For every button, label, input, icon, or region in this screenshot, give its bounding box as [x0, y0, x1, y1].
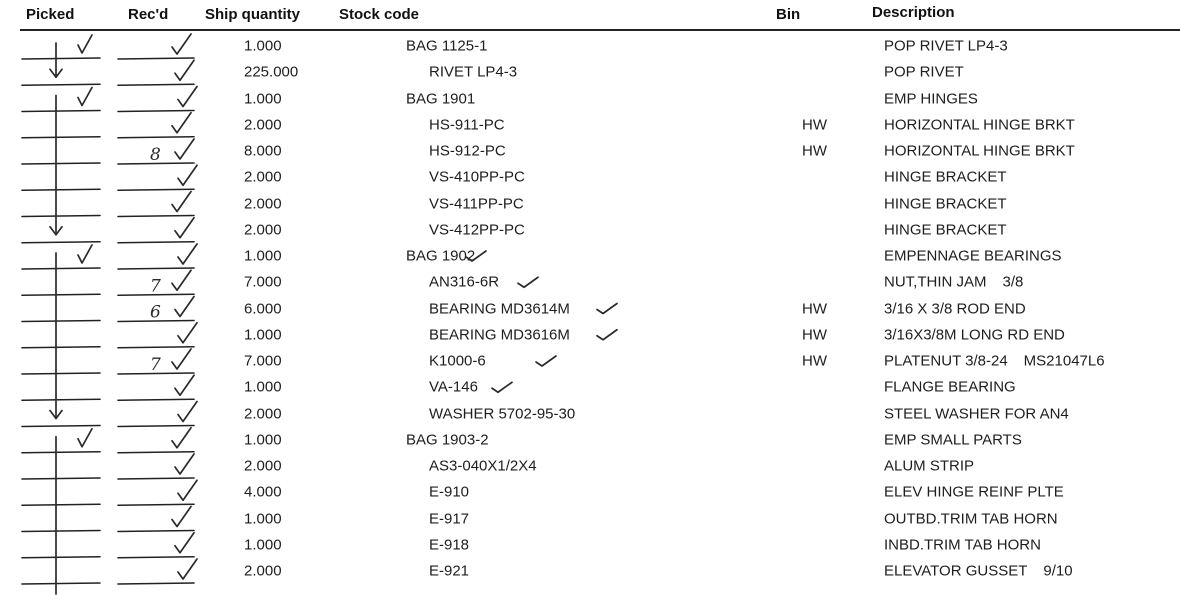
ship-quantity-cell: 6.000	[244, 300, 282, 317]
table-row	[0, 296, 1180, 322]
description-text: FLANGE BEARING	[884, 378, 1016, 396]
description-cell	[884, 64, 964, 81]
bin-cell: HW	[802, 116, 827, 134]
ship-quantity-cell: 2.000	[244, 168, 282, 186]
recd-note: 8	[150, 145, 161, 165]
description-text: STEEL WASHER FOR AN4	[884, 405, 1069, 422]
ship-quantity-cell: 1.000	[244, 326, 282, 344]
description-text: ELEVATOR GUSSET	[884, 562, 1028, 580]
description-cell	[884, 195, 1007, 212]
ship-quantity-cell: 2.000	[244, 116, 282, 134]
description-text: HINGE BRACKET	[884, 168, 1007, 186]
header-recd: Rec'd	[128, 6, 169, 23]
description-text: HORIZONTAL HINGE BRKT	[884, 116, 1075, 134]
header-description: Description	[872, 4, 955, 21]
description-cell	[884, 458, 974, 475]
table-row	[0, 401, 1180, 427]
bin-cell: HW	[802, 300, 827, 317]
ship-quantity-cell: 1.000	[244, 378, 282, 396]
stock-code-cell: BAG 1901	[406, 90, 476, 107]
description-cell	[884, 353, 1105, 370]
description-cell	[884, 326, 1065, 343]
table-row	[0, 532, 1180, 558]
description-text: OUTBD.TRIM TAB HORN	[884, 510, 1058, 527]
stock-code-cell: VS-410PP-PC	[429, 168, 525, 186]
description-cell	[884, 90, 978, 107]
description-text: HINGE BRACKET	[884, 195, 1007, 212]
description-text: ALUM STRIP	[884, 457, 975, 475]
description-cell	[884, 116, 1075, 133]
description-extra: 3/8	[1002, 273, 1024, 291]
description-text: HORIZONTAL HINGE BRKT	[884, 142, 1075, 160]
description-text: POP RIVET	[884, 63, 964, 81]
description-text: EMP HINGES	[884, 90, 978, 107]
table-row	[0, 269, 1180, 295]
description-cell	[884, 274, 1023, 291]
table-row	[0, 164, 1180, 190]
stock-code-cell: BAG 1903-2	[406, 431, 489, 449]
header-bin: Bin	[776, 6, 801, 23]
stock-code-cell: BAG 1902	[406, 247, 476, 265]
description-cell	[884, 38, 1008, 55]
stock-code-cell: WASHER 5702-95-30	[429, 405, 576, 422]
stock-code-cell: K1000-6	[429, 352, 486, 370]
description-text: 3/16X3/8M LONG RD END	[884, 326, 1065, 344]
ship-quantity-cell: 2.000	[244, 562, 282, 580]
ship-quantity-cell: 225.000	[244, 63, 299, 81]
stock-code-cell: E-917	[429, 510, 470, 527]
stock-code-cell: BAG 1125-1	[406, 37, 488, 55]
table-row	[0, 558, 1180, 584]
ship-quantity-cell: 2.000	[244, 195, 282, 212]
table-row	[0, 112, 1180, 138]
stock-code-cell: VA-146	[429, 378, 478, 396]
bin-cell: HW	[802, 352, 827, 370]
ship-quantity-cell: 2.000	[244, 221, 282, 239]
stock-code-cell: AN316-6R	[429, 273, 500, 291]
table-row	[0, 59, 1180, 85]
header-picked: Picked	[26, 6, 75, 23]
table-row	[0, 322, 1180, 348]
description-text: PLATENUT 3/8-24	[884, 352, 1008, 370]
recd-note: 7	[150, 355, 161, 375]
table-row	[0, 453, 1180, 479]
table-row	[0, 243, 1180, 269]
header-stock-code: Stock code	[339, 6, 420, 23]
description-text: 3/16 X 3/8 ROD END	[884, 300, 1026, 317]
description-cell	[884, 143, 1075, 160]
stock-code-cell: RIVET LP4-3	[429, 63, 518, 81]
ship-quantity-cell: 1.000	[244, 90, 282, 107]
header-ship-quantity: Ship quantity	[205, 6, 300, 23]
stock-code-cell: HS-912-PC	[429, 142, 506, 160]
description-text: EMPENNAGE BEARINGS	[884, 247, 1062, 265]
ship-quantity-cell: 2.000	[244, 405, 282, 422]
table-row	[0, 138, 1180, 164]
description-extra: 9/10	[1043, 562, 1073, 580]
ship-quantity-cell: 1.000	[244, 510, 282, 527]
ship-quantity-cell: 4.000	[244, 483, 282, 501]
ship-quantity-cell: 7.000	[244, 273, 282, 291]
description-text: INBD.TRIM TAB HORN	[884, 536, 1041, 554]
stock-code-cell: VS-412PP-PC	[429, 221, 525, 239]
stock-code-cell: HS-911-PC	[429, 116, 505, 134]
stock-code-cell: E-910	[429, 483, 470, 501]
ship-quantity-cell: 7.000	[244, 352, 282, 370]
description-cell	[884, 536, 1041, 553]
stock-code-cell: E-918	[429, 536, 470, 554]
table-row	[0, 86, 1180, 112]
description-cell	[884, 405, 1069, 422]
bin-cell: HW	[802, 142, 827, 160]
bin-cell: HW	[802, 326, 827, 344]
table-row	[0, 427, 1180, 453]
description-text: EMP SMALL PARTS	[884, 431, 1022, 449]
description-cell	[884, 300, 1026, 317]
stock-code-cell: VS-411PP-PC	[429, 195, 524, 212]
stock-code-cell: AS3-040X1/2X4	[429, 457, 537, 475]
description-text: ELEV HINGE REINF PLTE	[884, 483, 1064, 501]
description-cell	[884, 431, 1022, 448]
description-text: NUT,THIN JAM	[884, 273, 987, 291]
table-row	[0, 348, 1180, 374]
stock-code-cell: BEARING MD3616M	[429, 326, 570, 344]
recd-note: 6	[150, 302, 161, 323]
description-cell	[884, 510, 1058, 527]
table-row	[0, 217, 1180, 243]
table-row	[0, 479, 1180, 505]
table-row	[0, 506, 1180, 532]
table-row	[0, 33, 1180, 59]
description-extra: MS21047L6	[1023, 352, 1105, 370]
ship-quantity-cell: 2.000	[244, 457, 282, 475]
description-cell	[884, 379, 1016, 396]
recd-note: 7	[150, 276, 161, 297]
header-rule	[20, 29, 1180, 31]
stock-code-cell: E-921	[429, 562, 470, 580]
description-cell	[884, 169, 1007, 186]
ship-quantity-cell: 1.000	[244, 431, 282, 449]
description-cell	[884, 248, 1062, 265]
ship-quantity-cell: 1.000	[244, 247, 282, 265]
description-text: POP RIVET LP4-3	[884, 37, 1008, 55]
description-cell	[884, 484, 1064, 501]
description-cell	[884, 221, 1007, 238]
ship-quantity-cell: 1.000	[244, 37, 282, 55]
ship-quantity-cell: 1.000	[244, 536, 282, 554]
table-row	[0, 374, 1180, 400]
table-row	[0, 191, 1180, 217]
description-text: HINGE BRACKET	[884, 221, 1007, 239]
stock-code-cell: BEARING MD3614M	[429, 300, 570, 317]
description-cell	[884, 563, 1073, 580]
ship-quantity-cell: 8.000	[244, 142, 282, 160]
